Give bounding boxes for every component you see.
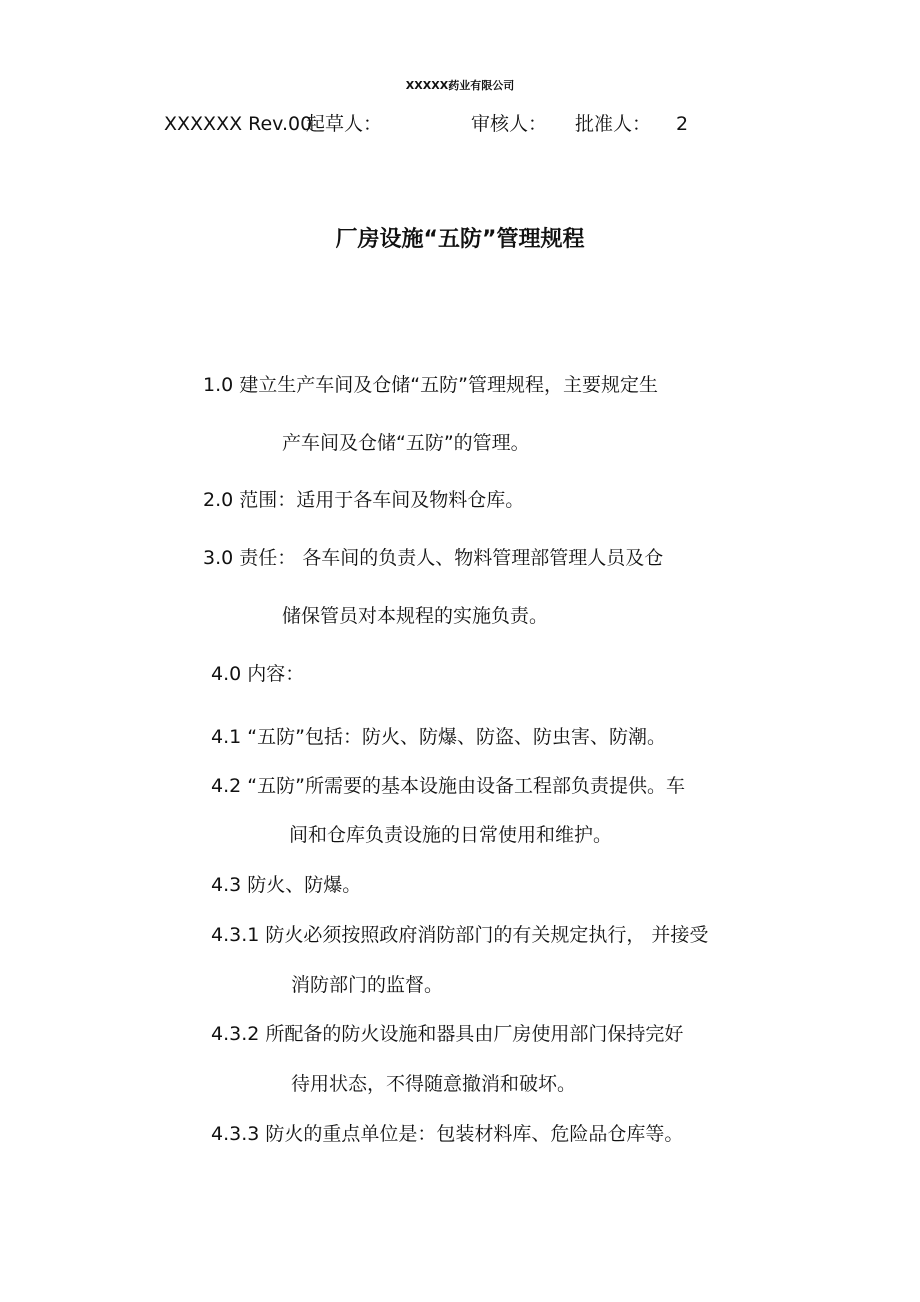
section-2-0: 2.0 范围：适用于各车间及物料仓库。	[203, 489, 525, 511]
section-4-3-2: 4.3.2 所配备的防火设施和器具由厂房使用部门保持完好	[211, 1023, 684, 1045]
drafter-label: 起草人：	[306, 113, 383, 135]
section-3-0-continued: 储保管员对本规程的实施负责。	[282, 605, 549, 627]
section-4-3-1: 4.3.1 防火必须按照政府消防部门的有关规定执行， 并接受	[211, 924, 709, 946]
section-3-0: 3.0 责任： 各车间的负责人、物料管理部管理人员及仓	[203, 547, 664, 569]
reviewer-label: 审核人：	[471, 113, 548, 135]
section-4-3: 4.3 防火、防爆。	[211, 874, 362, 896]
document-title: 厂房设施“五防”管理规程	[335, 227, 585, 252]
section-4-2-continued: 间和仓库负责设施的日常使用和维护。	[289, 824, 613, 846]
section-4-3-1-continued: 消防部门的监督。	[291, 974, 444, 996]
approver-label: 批准人：	[575, 113, 652, 135]
document-code: XXXXXX Rev.00	[164, 113, 313, 135]
section-1-0: 1.0 建立生产车间及仓储“五防”管理规程，主要规定生	[203, 374, 658, 396]
section-4-3-3: 4.3.3 防火的重点单位是：包装材料库、危险品仓库等。	[211, 1123, 684, 1145]
page-number: 2	[676, 113, 689, 135]
section-4-1: 4.1 “五防”包括：防火、防爆、防盗、防虫害、防潮。	[211, 726, 666, 748]
section-1-0-continued: 产车间及仓储“五防”的管理。	[282, 432, 530, 454]
section-4-0: 4.0 内容：	[211, 663, 305, 685]
section-4-2: 4.2 “五防”所需要的基本设施由设备工程部负责提供。车	[211, 775, 685, 797]
section-4-3-2-continued: 待用状态，不得随意撤消和破坏。	[291, 1073, 577, 1095]
company-name: XXXXX药业有限公司	[405, 79, 515, 92]
